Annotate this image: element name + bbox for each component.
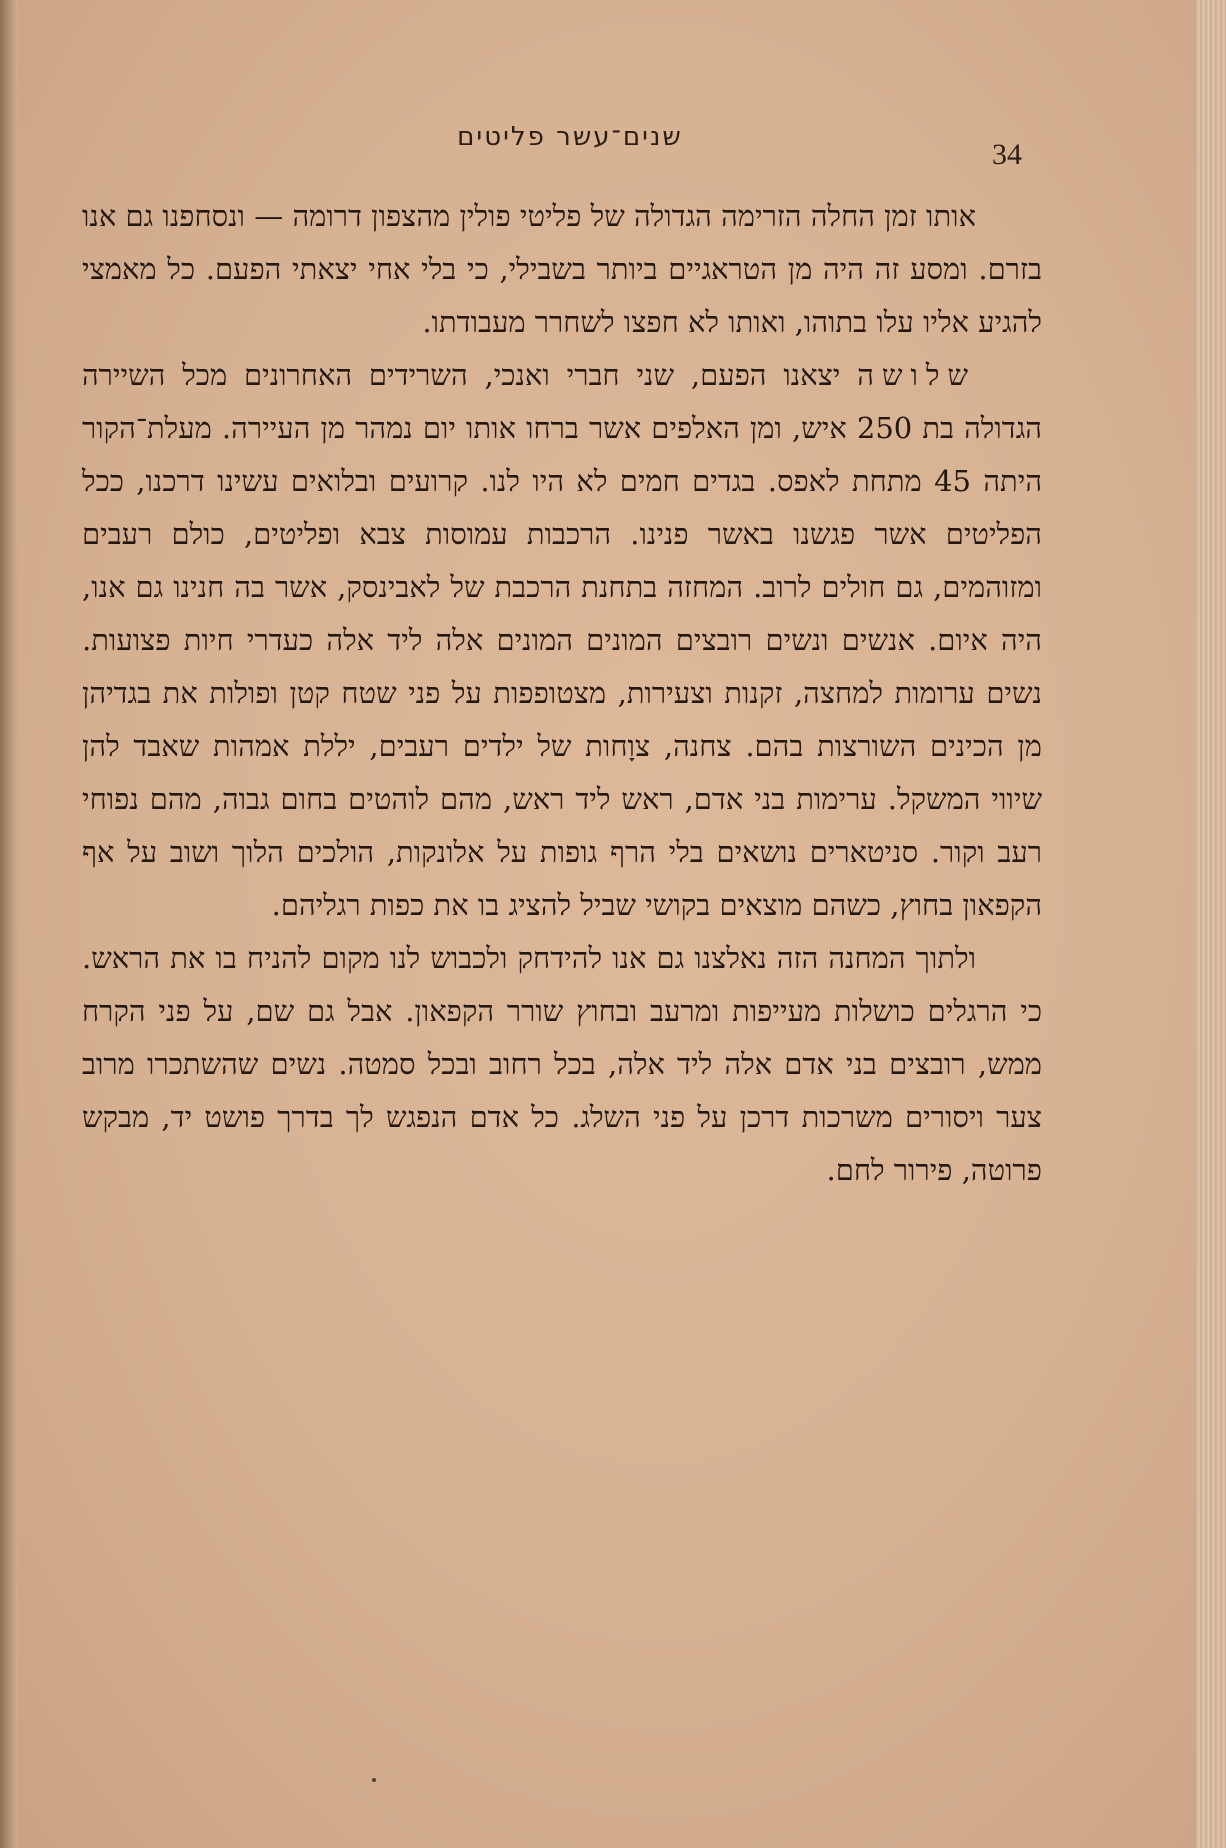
running-title: שנים־עשר פליטים: [457, 122, 683, 152]
paragraph-3: [82, 932, 1042, 1197]
paragraph-2-text: יצאנו הפעם, שני חברי ואנכי, השרידים האחרונים מכל השיירה הגדולה בת 250 איש, ומן האלפים אשר ברחו אותו יום נמהר מן העיירה. מעלת־הקור היתה 45 מתחת לאפס. בגדים חמים לא היו לנו. קרועים ובלואים עשינו דרכנו, ככל הפליטים אשר פגשנו באשר פנינו. הרכבות עמוסות צבא ופליטים, כולם רעבים ומזוהמים, גם חולים לרוב. המחזה בתחנת הרכבת של לאבינסק, אשר בה חנינו גם אנו, היה איום. אנשים ונשים רובצים המונים המונים אלה ליד אלה כעדרי חיות פצועות. נשים ערומות למחצה, זקנות וצעירות, מצטופפות על פני שטח קטן ופולות את בגדיהן מן הכינים השורצות בהם. צחנה, צוָחות של ילדים רעבים, יללת אמהות שאבד להן שיווי המשקל. ערימות בני אדם, ראש ליד ראש, מהם לוהטים בחום גבוה, מהם נפוחי רעב וקור. סניטארים נושאים בלי הרף גופות על אלונקות, הולכים הלוך ושוב על אף הקפאון בחוץ, כשהם מוצאים בקושי שביל להציג בו את כפות רגליהם.: [82, 358, 1043, 922]
paragraph-2-lead-word: שלושה: [857, 358, 976, 392]
body-text: [82, 190, 1042, 1197]
paragraph-1: [82, 190, 1042, 349]
paragraph-2: [82, 349, 1042, 932]
page-number: 34: [992, 138, 1022, 171]
book-gutter: [0, 0, 18, 1848]
ink-speck: [372, 1778, 376, 1782]
paragraph-3-text: ולתוך המחנה הזה נאלצנו גם אנו להידחק ולכבוש לנו מקום להניח בו את הראש. כי הרגלים כושלות מעייפות ומרעב ובחוץ שורר הקפאון. אבל גם שם, על פני הקרח ממש, רובצים בני אדם אלה ליד אלה, בכל רחוב ובכל סמטה. נשים שהשתכרו מרוב צער ויסורים משרכות דרכן על פני השלג. כל אדם הנפגש לך בדרך פושט יד, מבקש פרוטה, פירור לחם.: [82, 941, 1042, 1187]
paragraph-1-text: אותו זמן החלה הזרימה הגדולה של פליטי פולין מהצפון דרומה — ונסחפנו גם אנו בזרם. ומסע זה היה מן הטראגיים ביותר בשבילי, כי בלי אחי יצאתי הפעם. כל מאמצי להגיע אליו עלו בתוהו, ואותו לא חפצו לשחרר מעבודתו.: [82, 199, 1042, 339]
page-stack-edge: [1196, 0, 1226, 1848]
page-header: [0, 118, 1196, 171]
